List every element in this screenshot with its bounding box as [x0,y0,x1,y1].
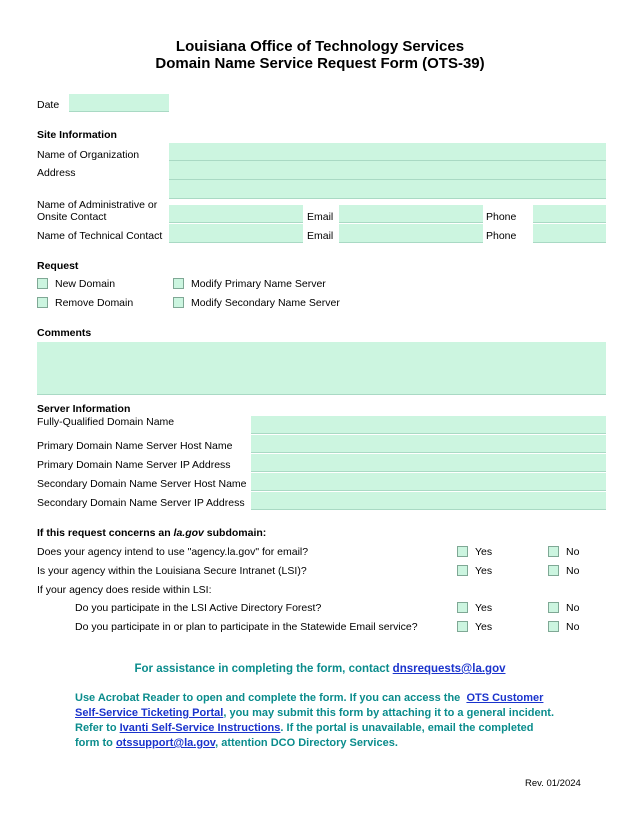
address-field-2[interactable] [169,180,606,199]
request-heading: Request [37,260,79,272]
server-info-heading: Server Information [37,403,131,415]
q4-no-checkbox[interactable] [548,602,559,613]
admin-phone-label: Phone [486,211,517,223]
tech-phone-field[interactable] [533,224,606,243]
tech-email-label: Email [307,230,334,242]
remove-domain-label: Remove Domain [55,297,134,309]
revision-label: Rev. 01/2024 [525,778,581,789]
ivanti-instructions-link[interactable]: Ivanti Self-Service Instructions [119,722,281,734]
new-domain-label: New Domain [55,278,116,290]
comments-field[interactable] [37,342,606,395]
primary-ip-field[interactable] [251,454,606,472]
q4-no-label: No [566,602,580,614]
q2-yes-label: Yes [475,565,493,577]
q1-yes-checkbox[interactable] [457,546,468,557]
q5-no-checkbox[interactable] [548,621,559,632]
site-info-heading: Site Information [37,129,117,141]
secondary-host-label: Secondary Domain Name Server Host Name [37,478,247,490]
date-label: Date [37,99,60,111]
subdomain-heading: If this request concerns an la.gov subdomain: [37,527,267,539]
admin-contact-label-2: Onsite Contact [37,211,107,223]
instructions-paragraph: Use Acrobat Reader to open and complete the form. If you can access the OTS Customer Self-Service Ticketing Portal, you may submit this form by attaching it to a general incident. Refer to Ivanti Self-Service Instructions. If the portal is unavailable, email the completed form to otssupport@la.gov, attention DCO Directory Services. [75,692,555,749]
assistance-line: For assistance in completing the form, contact dnsrequests@la.gov [134,663,506,675]
q2-yes-checkbox[interactable] [457,565,468,576]
org-field[interactable] [169,143,606,161]
q4-yes-checkbox[interactable] [457,602,468,613]
q1-no-checkbox[interactable] [548,546,559,557]
form-title: Louisiana Office of Technology Services [175,38,465,55]
address-field-1[interactable] [169,161,606,180]
new-domain-checkbox[interactable] [37,278,48,289]
primary-host-field[interactable] [251,435,606,453]
tech-phone-label: Phone [486,230,517,242]
q5-yes-checkbox[interactable] [457,621,468,632]
q1-label: Does your agency intend to use "agency.la.gov" for email? [37,546,309,558]
secondary-host-field[interactable] [251,473,606,491]
admin-email-label: Email [307,211,334,223]
otssupport-email-link[interactable]: otssupport@la.gov [115,737,216,749]
q3-label: If your agency does reside within LSI: [37,584,212,596]
comments-heading: Comments [37,327,92,339]
secondary-ip-label: Secondary Domain Name Server IP Address [37,497,245,509]
modify-primary-label: Modify Primary Name Server [191,278,326,290]
admin-phone-field[interactable] [533,205,606,223]
dnsrequests-email-link[interactable]: dnsrequests@la.gov [392,663,506,675]
fqdn-label: Fully-Qualified Domain Name [37,416,175,428]
primary-host-label: Primary Domain Name Server Host Name [37,440,233,452]
admin-email-field[interactable] [339,205,483,223]
primary-ip-label: Primary Domain Name Server IP Address [37,459,231,471]
tech-email-field[interactable] [339,224,483,243]
q2-no-label: No [566,565,580,577]
admin-contact-label-1: Name of Administrative or [37,199,158,211]
org-label: Name of Organization [37,149,140,161]
q4-yes-label: Yes [475,602,493,614]
q2-label: Is your agency within the Louisiana Secure Intranet (LSI)? [37,565,307,577]
q1-no-label: No [566,546,580,558]
remove-domain-checkbox[interactable] [37,297,48,308]
q2-no-checkbox[interactable] [548,565,559,576]
modify-primary-checkbox[interactable] [173,278,184,289]
form-subtitle: Domain Name Service Request Form (OTS-39) [155,55,485,72]
q5-no-label: No [566,621,580,633]
address-label: Address [37,167,76,179]
q5-yes-label: Yes [475,621,493,633]
fqdn-field[interactable] [251,416,606,434]
q1-yes-label: Yes [475,546,493,558]
tech-contact-label: Name of Technical Contact [37,230,163,242]
ots-portal-link[interactable]: OTS Customer Self-Service Ticketing Portal [75,692,544,719]
admin-contact-field[interactable] [169,205,303,223]
date-field[interactable] [69,94,169,112]
modify-secondary-label: Modify Secondary Name Server [191,297,340,309]
secondary-ip-field[interactable] [251,492,606,510]
modify-secondary-checkbox[interactable] [173,297,184,308]
tech-contact-field[interactable] [169,224,303,243]
q4-label: Do you participate in the LSI Active Directory Forest? [75,602,322,614]
q5-label: Do you participate in or plan to participate in the Statewide Email service? [75,621,418,633]
